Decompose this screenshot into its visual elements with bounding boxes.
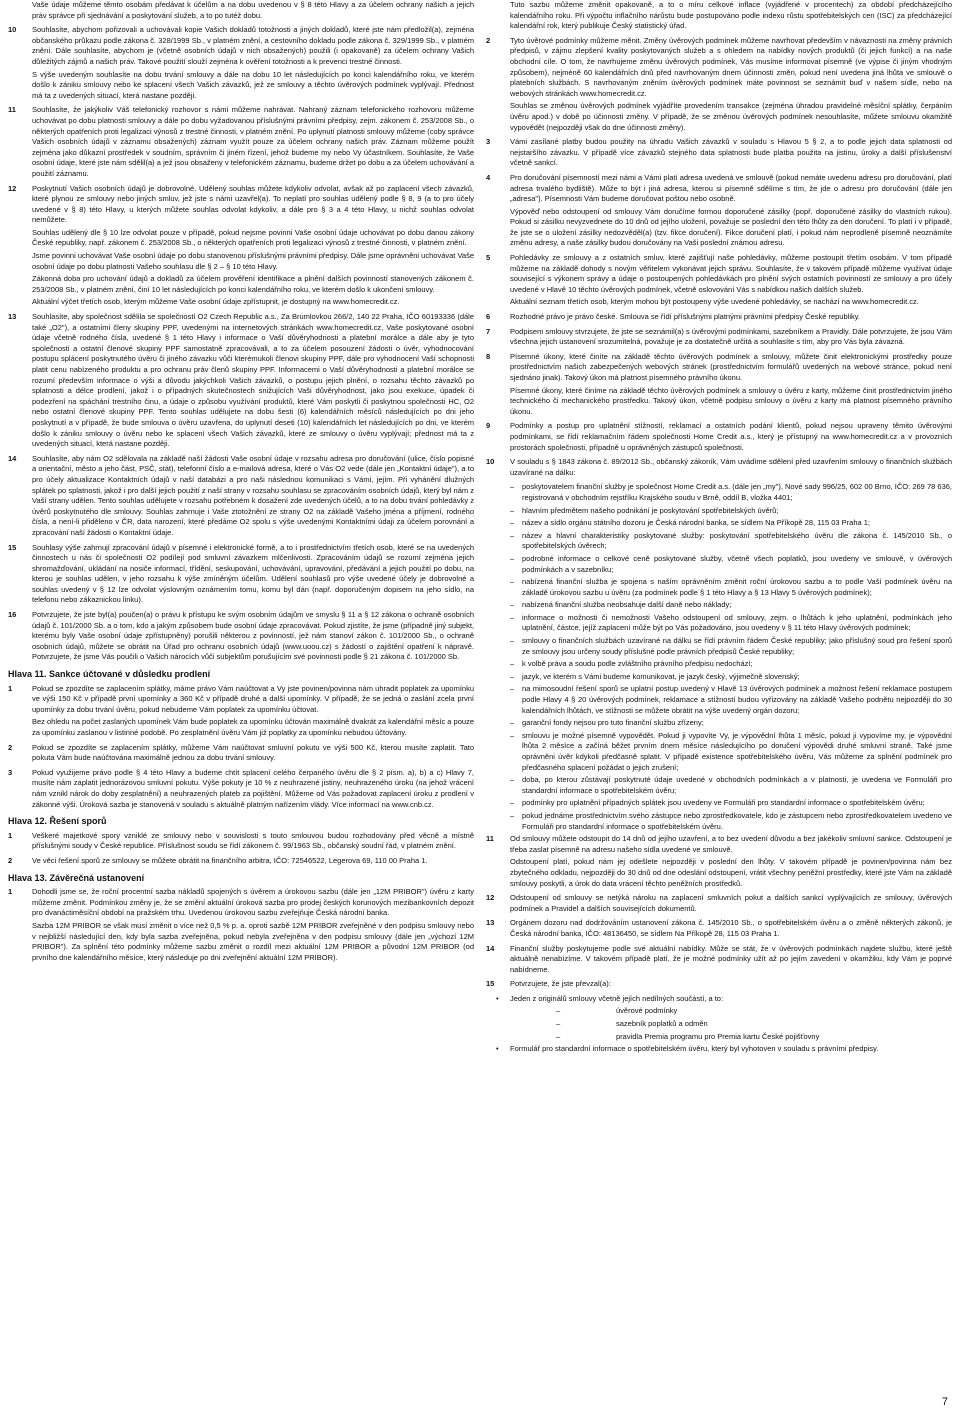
section-number: 12 [486,893,495,903]
section-item [486,893,952,914]
section-number: 3 [486,137,491,147]
section-item [8,831,474,852]
paragraph: Souhlasíte, aby společnost sdělila se společností O2 Czech Republic a.s., Za Brumlovkou 266/2, 140 22 Praha, IČO 60193336 (dále také „O2"), a ostatními členy skupiny PPF, uvedenými na internetových stránkách www.homecredit.cz, Vaše poskytované osobní údaje včetně rodného čísla, uvedené § 1 této Hlavy i informace o Vaší důvěryhodnosti a platební morálce a dále aby je tyto společnosti a ostatní členové skupiny PPF samostatně zpracovávali, a to za účelem posouzení žádosti o úvěr, vyhodnocování postupu splácení poskytnutého úvěru či jiného závazku vůči kterémukoli členovi skupiny PPF, dále pro vyhodnocení Vaší schopnosti platit cenu nabízeného produktu a pro ochranu práv členů skupiny PPF. Informacemi o Vaší důvěryhodnosti a platební morálce se rozumí především informace o výši a důvodu jakýchkoli Vašich závazků, o postupu jejich plnění, o rozsahu těchto závazků po splatnosti a délce prodlení, jakož i o případných skutečnostech snižujících Vaši důvěryhodnost, jako jsou exekuce, úpadek či podezření na spáchání trestního činu, a údaje o způsobu využívání produktů, které Vám poskytli či poskytnou společnosti HC, O2 nebo ostatní členové skupiny PPF. Tento souhlas udělujete na dobu šesti (6) kalendářních měsíců následujících po dni jeho poskytnutí a v případě, že bude smlouva o úvěru uzavřena, do uplynutí deseti (10) kalendářních let následujících po dni, ve kterém došlo k zániku smlouvy o úvěru nebo ke splacení všech Vašich závazků, které ze smlouvy o úvěru vyplývají; přednost má ta z uvedených situací, která nastane později. [32,312,474,449]
dash-list-item: – nabízená finanční služba je spojena s naším oprávněním změnit roční úrokovou sazbu a to podle Vaší podmínek úvěru na základě úrokovou sazbu u úvěru (za podmínek podle § 1 této Hlavy a § 13 Hlavy 5 úvěrových podmínek); [510,577,952,598]
dash-list-item: – pokud jednáme prostřednictvím svého zástupce nebo zprostředkovatele, kdo je zástupcem nebo zprostředkovatelem uvedeno ve Formuláři pro standardní informace o spotřebitelském úvěru. [510,811,952,832]
dash-list-item: – jazyk, ve kterém s Vámi budeme komunikovat, je jazyk český, výjimečně slovenský; [510,672,952,683]
section-item [486,137,952,169]
paragraph: Odstoupení platí, pokud nám jej odešlete nejpozději v poslední den lhůty. V takovém případě je povinen/povinna nám bez zbytečného odkladu, nejpozději do 30 dnů od dne odeslání odstoupení, vrátit všechny peněžní prostředky, které jste Vám na základě smlouvy poskytli, a úrok do data vrácení těchto peněžních prostředků. [510,857,952,888]
dash-list-item: – smlouvu je možné písemně vypovědět. Pokud ji vypovíte Vy, je výpovědní lhůta 1 měsíc, pokud ji vypovíme my, je výpovědní lhůta 2 měsíce a začíná běžet prvním dnem měsíce následujícího po doručení výpovědi druhé smluvní straně. Také jsme oprávněni úvěr kdykoli předčasně splatit. V případě existence spotřebitelského úvěru, Vás můžeme za splnění podmínek pro předčasného splacení požádat o jejich zrušení; [510,731,952,773]
page-number: 7 [941,1396,948,1408]
paragraph: Finanční služby poskytujeme podle své aktuální nabídky. Může se stát, že v úvěrových podmínkách najdete službu, které ještě aktuálně nenabízíme. V takovém případě platí, že je možné podmínky užít až po jejím zavedení v okamžiku, kdy Vám je poprvé nabídneme. [510,943,952,974]
section-number: 11 [8,105,16,115]
dash-list-item: – na mimosoudní řešení sporů se uplatní postup uvedený v Hlavě 13 úvěrových podmínek a možnost řešení reklamace postupem podle Hlavy 4 § 20 úvěrových podmínek, reklamace a stížností budou vyřizovány na základě Vašeho podnětu nejpozději do 30 kalendářních lhůtách, ve stížnosti se můžete obrátit na výše uvedený orgán dozoru; [510,684,952,716]
heading-hlava-13: Hlava 13. Závěrečná ustanovení [8,872,145,883]
section-item [486,352,952,418]
section-number: 11 [486,834,494,844]
section-number: 13 [486,918,495,928]
paragraph: Písemné úkony, které činíme na základě těchto úvěrových podmínek a smlouvy o úvěru z karty, můžeme činit prostřednictvím jiného technického či mechanického prostředku. Takový úkon, včetně podpisu smlouvy o úvěru z karty má platnost písemného právního úkonu. [510,385,952,416]
paragraph: Bez ohledu na počet zaslaných upomínek Vám bude poplatek za upomínku účtován maximálně dvakrát za kalendářní měsíc a pouze za upomínku zaslanou v listinné podobě. Po zesplatnění úvěru Vám již poplatky za upomínku nebudou účtovány. [32,717,474,737]
paragraph: Potvrzujete, že jste převzal(a): [510,979,611,989]
paragraph: Zákonná doba pro uchování údajů a dokladů za účelem prověření identifikace a plnění dalších povinností stanovených zákonem č. 253/2008 Sb., v platném znění, činí 10 let následujících po konci kalendářního roku, ve kterém došlo k ukončení smlouvy. [32,274,474,294]
section-item [8,768,474,810]
section-number: 3 [8,767,13,777]
section-number: 4 [486,172,491,182]
section-number: 8 [486,351,491,361]
sub-list-item: – úvěrové podmínky [516,1006,952,1017]
section-item [8,312,474,450]
section-item [8,887,474,963]
paragraph: Potvrzujete, že jste byl(a) poučen(a) o právu k přístupu ke svým osobním údajům ve smyslu § 11 a § 12 zákona o ochraně osobních údajů č. 101/2000 Sb. a o tom, kdo a jakým způsobem bude osobní údaje zpracovávat. Pokud zjistíte, že jsme (případně jiný subjekt, kterému byly Vaše osobní údaje zpřístupněny) porušili některou z povinností, jež nám stanoví zákon č. 101/2000 Sb., o ochraně osobních údajů, můžete se obrátit na Úřad pro ochranu osobních údajů (www.uoou.cz) s žádostí o zajištění opatření k nápravě. Potvrzujete, že jsme Vás poučili o Vašich nárocích vůči subjektům porušujícím své povinnosti podle § 21 zákona č. 101/2000 Sb. [32,610,474,662]
section-number: 5 [486,253,491,263]
section-number: 14 [486,943,495,953]
dash-list-item: – k volbě práva a soudu podle zvláštního právního předpisu nedochází; [510,659,952,670]
section-number: 7 [486,326,491,336]
dash-list-item: – název a hlavní charakteristiky poskytované služby: poskytování spotřebitelského úvěru dle zákona č. 145/2010 Sb., o spotřebitelských úvěrech; [510,531,952,552]
paragraph: Souhlas se změnou úvěrových podmínek vyjádříte provedením transakce (zejména úhradou pravidelné měsíční splátky, čerpáním úvěru apod.) v době po účinnosti změny. V případě, že se změnou úvěrových podmínek nesouhlasíte, můžete smlouvu okamžitě vypovědět (nejpozději však do dne účinnosti změny). [510,101,952,132]
dash-list-item: – nabízená finanční služba neobsahuje další daně nebo náklady; [510,600,952,611]
bullet-item: • Jeden z originálů smlouvy včetně jejích nedílných součástí, a to: [496,994,952,1005]
dash-list-item: – název a sídlo orgánu státního dozoru je Česká národní banka, se sídlem Na Příkopě 28, 115 03 Praha 1; [510,518,952,529]
sub-list-item: – pravidla Premia programu pro Premia kartu České pojišťovny [516,1032,952,1043]
dash-list-item: – informace o možnosti či nemožnosti Vašeho odstoupení od smlouvy, zejm. o lhůtách k jeho uplatnění, podmínkách jeho uplatnění, částce, jejíž zaplacení může být po Vás požadováno, jsou uvedeny v § 11 této Hlavy úvěrových podmínek; [510,613,952,634]
paragraph: Rozhodné právo je právo české. Smlouva se řídí příslušnými platnými právními předpisy České republiky. [510,312,861,322]
dash-list-item: – poskytovatelem finanční služby je společnost Home Credit a.s. (dále jen „my"), Nové sady 996/25, 602 00 Brno, IČO: 269 78 636, registrovaná v obchodním rejstříku Krajského soudu v Brně, oddíl B, vložka 4401; [510,482,952,503]
right-column [486,0,952,1057]
paragraph: Veškeré majetkové spory vzniklé ze smlouvy nebo v souvislosti s touto smlouvou budou rozhodovány před věcně a místně příslušnými soudy v České republice. Příslušnost soudu se řídí zákonem č. 99/1963 Sb., občanský soudní řád, v platném znění. [32,830,474,851]
intro-paragraph: Vaše údaje můžeme těmto osobám předávat k účelům a na dobu uvedenou v § 8 této Hlavy a za účelem ochrany našich a jejich práv správce při sjednávání a poskytování služeb, a to po tutéž dobu. [32,0,474,20]
intro-paragraph: Tuto sazbu můžeme změnit opakovaně, a to o míru celkové inflace (vyjádřené v procentech) za období předcházejícího kalendářního roku. Při výpočtu inflačního nárůstu bude postupováno podle indexu růstu spotřebitelských cen (ISC) za předcházející kalendářní rok, který publikuje Český statistický úřad. [510,0,952,31]
section-item [8,684,474,739]
paragraph: Výpověď nebo odstoupení od smlouvy Vám doručíme formou doporučené zásilky (popř. doporučené zásilky do vlastních rukou). Pokud si zásilku nevyzvednete do 10 dnů od jejího uložení, považuje se poslední den této lhůty za den doručení. To platí i v případě, že jste se o uložení zásilky nedozvěděl(a) (tzv. fikce doručení). Fikce doručení platí, i pokud nám neprodleně písemně neoznámíte změnu adresy, a naše zásilky budou doručovány na Vaši poslední známou adresu. [510,206,952,248]
dash-list-item: – podmínky pro uplatnění případných splátek jsou uvedeny ve Formuláři pro standardní informace o spotřebitelském úvěru; [510,798,952,809]
section-number: 6 [486,312,491,322]
section-item [486,834,952,889]
section-number: 1 [8,887,13,897]
paragraph: Poskytnutí Vašich osobních údajů je dobrovolné. Udělený souhlas můžete kdykoliv odvolat, avšak až po zaplacení všech závazků, které plynou ze smlouvy nebo jiných smluv, jež jste s námi uzavřel(a). To neplatí pro souhlas udělený podle § 8, 9 (a to pro účely uvedené v § 8) této Hlavy, u kterých můžete souhlas odvolat kdykoliv, a dále pro § 3 a 4 této Hlavy, u nichž souhlas odvolat nemůžete. [32,183,474,225]
section-item [8,25,474,101]
paragraph: Pokud se zpozdíte se zaplacením splátky, máme právo Vám naúčtovat a Vy jste povinen/povinna nám uhradit poplatek za upomínku ve výši 150 Kč v případě první upomínky a 360 Kč v případě druhé a další upomínky. V případě, že se jedná o zaslání zcela první upomínky za dobu trvání úvěru, pokud nebudeme Vám poplatek za upomínku účtovat. [32,683,474,714]
heading-hlava-12: Hlava 12. Řešení sporů [8,816,107,827]
paragraph: Aktuální výčet třetích osob, kterým můžeme Vaše osobní údaje zpřístupnit, je dostupný na www.homecredit.cz. [32,297,400,307]
paragraph: Dohodli jsme se, že roční procentní sazba nákladů spojených s úvěrem a úrokovou sazbu (dále jen „12M PRIBOR") úvěru z karty můžeme změnit. Podmínkou změny je, že se změní aktuální úroková sazba pro prodej českých korunových mezibankovních depozit pro dvanáctiměsíční období na pražském trhu. Uvedenou úrokovou sazbu zveřejňuje Česká národní banka. [32,887,474,918]
section-number: 12 [8,183,17,193]
paragraph: Jsme povinni uchovávat Vaše osobní údaje po dobu stanovenou příslušnými právními předpisy. Dále jsme oprávněni uchovávat Vaše osobní údaje po dobu platnosti Vašeho souhlasu dle § 2 – § 10 této Hlavy. [32,251,474,271]
sub-list-item: – sazebník poplatků a odměn [516,1019,952,1030]
paragraph: Tyto úvěrové podmínky můžeme měnit. Změny úvěrových podmínek můžeme navrhovat především v návaznosti na změny právních předpisů, v zájmu zlepšení kvality poskytovaných služeb a s ohledem na nabídky nových produktů (či jejich funkcí) a na naše obchodní cíle. O tom, že navrhujeme změnu úvěrových podmínek, Vás musíme informovat písemně (ve výpise či jiným vhodným způsobem), nejméně 60 kalendářních dnů před navrhovaným dnem účinnosti změn, pokud není uvedena jiná lhůta ve smlouvě o platebních službách. S navrhovaným zněním úvěrových podmínek máte povinnost se seznámit buď v našem sídle, nebo na webových stránkách www.homecredit.cz. [510,35,952,98]
section-item [8,454,474,539]
section-item [486,979,952,990]
section-number: 2 [486,35,491,45]
dash-list-item: – podrobné informace o celkové ceně poskytované služby, včetně všech poplatků, jsou uvedeny ve smlouvě, v úvěrových podmínkách a v sazebníku; [510,554,952,575]
section-item [486,457,952,478]
section-number: 10 [486,457,495,467]
paragraph: Aktuální seznam třetích osob, kterým mohou být postoupeny výše uvedené pohledávky, se nachází na www.homecredit.cz. [510,297,919,307]
section-item [8,610,474,663]
section-number: 13 [8,312,17,322]
section-item [8,856,474,867]
section-item [486,253,952,308]
section-number: 2 [8,855,13,865]
section-item [486,918,952,939]
paragraph: Souhlas udělený dle § 10 lze odvolat pouze v případě, pokud nejsme povinni Vaše osobní údaje uchovávat po dobu danou zákony České republiky, např. zákonem č. 253/2008 Sb., o některých opatřeních proti legalizaci výnosů z trestné činnosti, v platném znění. [32,227,474,248]
section-item [486,173,952,249]
section-item [486,327,952,348]
paragraph: Od smlouvy můžete odstoupit do 14 dnů od jejího uzavření, a to bez uvedení důvodu a bez jakékoliv smluvní sankce. Odstoupení je třeba zaslat písemně na adresu našeho sídla uvedené ve smlouvě. [510,834,952,854]
paragraph: Pokud využijeme právo podle § 4 této Hlavy a budeme chtít splacení celého čerpaného úvěru dle § 2 písm. a), b) a c) Hlavy 7, musíte nám zaplatit jednorázovou smluvní pokutu. Výše pokuty je 10 % z neuhrazené jistiny, neuhrazeného úroku (na jehož vrácení nám vznikl nárok do doby zesplatnění) a neuhrazených plateb za pojištění. Můžeme od Vás požadovat zaplacení úroku z prodlení v zákonné výši. Úroková sazba je stanovená v souladu s aktuálně platným nařízením vlády. Více informací na www.cnb.cz. [32,767,474,809]
paragraph: Podmínky a postup pro uplatnění stížností, reklamací a ostatních podání klientů, pokud nejsou upraveny těmito úvěrovými podmínkami, se řídí reklamačním řádem společnosti Home Credit a.s., který je přístupný na www.homecredit.cz a v provozních prostorách společnosti, případně u oprávněných zástupců společnosti. [510,421,952,452]
paragraph: Sazba 12M PRIBOR se však musí změnit o více než 0,5 % p. a. oproti sazbě 12M PRIBOR zveřejněné v den podpisu smlouvy nebo v nejbližší následující den, kdy byla sazba zveřejněna, pokud nebyla zveřejněna v den podpisu smlouvy (dále jen „výchozí 12M PRIBOR"). Za splnění této podmínky můžeme sazbu změnit o rozdíl mezi aktuální 12M PRIBOR a původní 12M PRIBOR (od prvního dne kalendářního měsíce, který následuje po dni zveřejnění aktuální 12M PRIBOR). [32,920,474,962]
paragraph: Podpisem smlouvy stvrzujete, že jste se seznámil(a) s úvěrovými podmínkami, sazebníkem a Pravidly. Dále potvrzujete, že jsou Vám všechna jejich ustanovení srozumitelná, považuje je za dostatečně určitá a souhlasíte s tím, aby pro Vás byla závazná. [510,326,952,347]
section-item [486,944,952,976]
paragraph: Souhlasíte, abychom pořizovali a uchovávali kopie Vašich dokladů totožnosti a jiných dokladů, které jste nám předložil(a), zejména občanského průkazu podle zákona č. 328/1999 Sb., v platném znění, a cestovního dokladu podle zákona č. 329/1999 Sb., v platném znění. Dále souhlasíte, abychom je (včetně osobních údajů v nich obsažených) použili (i opakovaně) za účelem ochrany Vašich důležitých zájmů a našich práv. Takové použití slouží zejména k ověření totožnosti a k prevenci trestné činnosti. [32,25,474,66]
section-number: 2 [8,742,13,752]
section-number: 14 [8,453,17,463]
paragraph: Písemné úkony, které činíte na základě těchto úvěrových podmínek a smlouvy, můžete činit elektronickými prostředky pouze prostřednictvím našich zabezpečených webových stránek (prostřednictvím formulářů uvedených na webové stránce, pokud není sjednáno jinak). Takový úkon má platnost písemného právního úkonu. [510,351,952,382]
section-number: 1 [8,683,13,693]
paragraph: Ve věci řešení sporů ze smlouvy se můžete obrátit na finančního arbitra, IČO: 72546522, Legerova 69, 110 00 Praha 1. [32,855,428,865]
paragraph: Pro doručování písemností mezi námi a Vámi platí adresa uvedená ve smlouvě (pokud nemáte uvedenu adresu pro doručování, platí adresa trvalého bydliště). Může to být i jiná adresa, kterou si písemně sdělíme s tím, že jde o adresu pro doručování (dále jen „adresa"). Písemnosti Vám budeme doručovat poštou nebo osobně. [510,172,952,204]
left-column [8,0,474,967]
dash-list-item: – smlouvy o finančních službách uzavírané na dálku se řídí právním řádem České republiky; jako příslušný soud pro řešení sporů ze smlouvy jsou určeny soudy příslušné podle právních předpisů České republiky; [510,636,952,657]
section-item [8,184,474,309]
dash-list-item: – garanční fondy nejsou pro tuto finanční službu zřízeny; [510,718,952,729]
paragraph: Souhlasíte, aby nám O2 sdělovala na základě naší žádosti Vaše osobní údaje v rozsahu adresa pro doručování (ulice, číslo popisné a orientační, město a jeho část, PSČ, stát), telefonní číslo a e-mailová adresa, které o Vás O2 vede (dále jen „Kontaktní údaje"), a to pro účely aktualizace Kontaktních údajů v naší databázi a pro naši následnou komunikaci s Vámi, jejím. Při vyhánění dlužných splátek po splatnosti, jakož i pro další jejich použití z naší strany v rozsahu souhlasu se zpracováním osobních údajů, který byl nám z Vaší strany udělen. Tento souhlas udělujete v rozsahu potřebném k dosažení zde uvedených účelů, a to na dobu trvání pohledávky z úvěrů poskytnutého dle smlouvy. Souhlas zahrnuje i Vaše ztotožnění ze strany O2 na základě Vašeho jména a příjmení, rodného čísla, a není-li přiděleno v ČR, data narození, které předáme O2 spolu s výše uvedenými Kontaktními údaji za účelem porovnání a zpracování naší žádosti o Kontaktní údaje. [32,453,474,537]
heading-hlava-11: Hlava 11. Sankce účtované v důsledku prodlení [8,669,211,680]
section-number: 9 [486,421,491,431]
paragraph: Odstoupení od smlouvy se netýká nároku na zaplacení smluvních pokut a dalších sankcí vyplývajících ze smlouvy, úvěrových podmínek a Pravidel a dalších souvisejících dokumentů. [510,893,952,913]
dash-list-item: – doba, po kterou zůstávají poskytnuté údaje uvedené v obchodních podmínkách a v platnosti, je uvedena ve Formuláři pro standardní informace o spotřebitelském úvěru; [510,775,952,796]
section-item [8,543,474,607]
paragraph: Pokud se zpozdíte se zaplacením splátky, můžeme Vám naúčtovat smluvní pokutu ve výši 500 Kč, kterou musíte zaplatit. Tato pokuta Vám bude naúčtována maximálně jednou za dobu trvání smlouvy. [32,742,474,763]
section-item [8,105,474,179]
section-item [8,743,474,764]
bullet-item: • Formulář pro standardní informace o spotřebitelském úvěru, který byl vyhotoven v souladu s právními předpisy. [496,1044,952,1055]
paragraph: Souhlasíte, že jakýkoliv Váš telefonický rozhovor s námi můžeme nahrávat. Nahraný záznam telefonického rozhovoru můžeme uchovávat po dobu platnosti smlouvy a dále po dobu vyžadovanou příslušnými právními předpisy, zejm. zákonem č. 253/2008 Sb., o některých opatřeních proti legalizaci výnosů z trestné činnosti, v platném znění. Po uplynutí platnosti smlouvy můžeme (coby správce Vašich osobních údajů v záznamu obsažených) záznam využít pouze za účelem ochrany našich práv. Záznam můžeme použít zejména jako důkazní prostředek v soudním, správním či jiném řízení, jehož budeme my nebo Vy účastníkem. Souhlasíte, že Vaše osobní údaje, které jste nám sdělil(a) a jež jsou obsaženy v telefonickém záznamu, budeme držet po dobu a za účelem uchovávání a použití záznamu. [32,105,474,178]
paragraph: Vámi zasílané platby budou použity na úhradu Vašich závazků v souladu s Hlavou 5 § 2, a to podle jejich data splatnosti od nejstaršího závazku. V případě více závazků stejného data splatnosti bude platba použita na jistinu, úroky a další příslušenství včetně sankcí. [510,137,952,168]
paragraph: Pohledávky ze smlouvy a z ostatních smluv, které zajišťují naše pohledávky, můžeme postoupit třetím osobám. V tom případě můžeme na základě dohody s novým věřitelem vykonávat jejich správu. Souhlasíte, že v takovém případě můžeme využívat údaje související s výkonem správy a údaje o postoupených pohledávkách pro plnění svých ostatních povinností ze smlouvy a pro účely uvedené v Hlavě 10 těchto úvěrových podmínek, včetně oslovování Vás s nabídkou našich dalších služeb. [510,253,952,294]
section-number: 15 [8,542,17,552]
section-item [486,312,952,323]
paragraph: V souladu s § 1843 zákona č. 89/2012 Sb., občanský zákoník, Vám uvádíme sdělení před uzavřením smlouvy o finančních službách uzavírané na dálku: [510,457,952,477]
section-item [486,421,952,453]
dash-list-item: – hlavním předmětem našeho podnikání je poskytování spotřebitelských úvěrů; [510,506,952,517]
section-number: 15 [486,979,495,989]
section-number: 1 [8,830,13,840]
paragraph: Orgánem dozoru nad dodržováním ustanovení zákona č. 145/2010 Sb., o spotřebitelském úvěru a o změně některých zákonů, je Česká národní banka, IČO: 48136450, se sídlem Na Příkopě 28, 115 03 Praha 1. [510,918,952,938]
section-item [486,36,952,133]
section-number: 16 [8,610,17,620]
section-number: 10 [8,25,17,35]
paragraph: Souhlasy výše zahrnují zpracování údajů v písemné i elektronické formě, a to i prostřednictvím třetích osob, které se na uvedených činnostech u nás či společnosti O2 podílejí pod smluvní závazkem mlčenlivosti. Zpracováním údajů se rozumí zejména jejich shromažďování, ukládání na nosiče informací, třídění, seskupování, uchovávání, upravování, předávání a jejich použití po dobu, na kterou je souhlas udělen, v jeho rozsahu k výše zmíněným účelům. Udělení souhlasů pro výše uvedené účely je dobrovolné a souhlas uvedený v § 12 lze odvolat výslovným oznámením tomu, komu byl dán (např. doporučeným dopisem na jeho sídlo, na telefonu nebo zákaznickou linku). [32,542,474,605]
paragraph: S výše uvedeným souhlasíte na dobu trvání smlouvy a dále na dobu 10 let následujících po konci kalendářního roku, ve kterém došlo k zániku smlouvy nebo ke splacení všech Vašich závazků, jež ze smlouvy a těchto úvěrových podmínek vyplývají. Přednost má ta z uvedených situací, která nastane později. [32,69,474,100]
